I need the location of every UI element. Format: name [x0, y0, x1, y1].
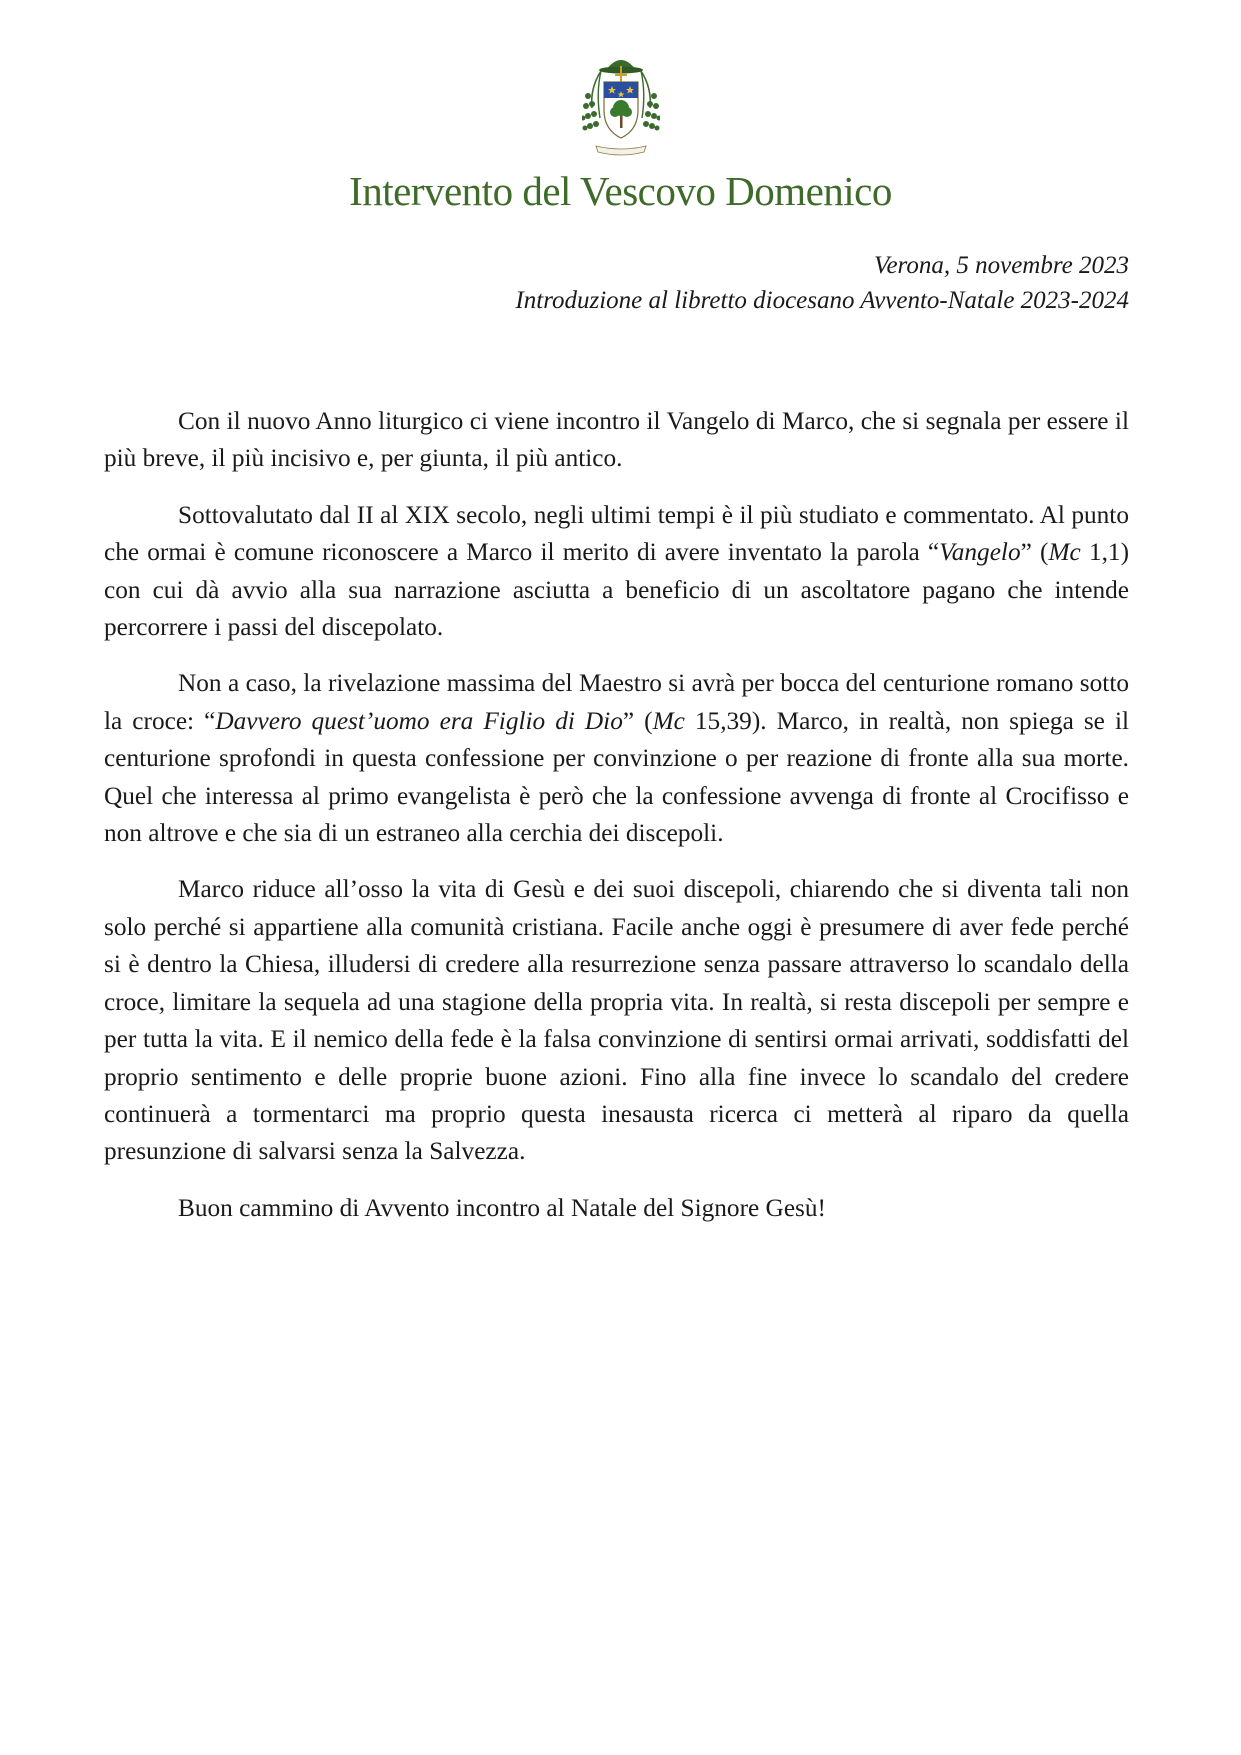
paragraph-3	[104, 665, 1129, 852]
italic-citation: Mc	[1048, 538, 1081, 567]
text-run: 15,39). Marco, in realtà, non spiega se il centurione sprofondi in questa confessione per convinzione o per reazione di fronte alla sua morte. Quel che interessa al primo evangelista è però che la confessione avvenga di fronte al Crocifisso e non altrove e che sia di un estraneo alla cerchia dei discepoli.	[104, 706, 1129, 848]
text-run: ” (	[622, 706, 653, 735]
paragraph-2	[104, 497, 1129, 647]
italic-quote: Davvero quest’uomo era Figlio di Dio	[215, 706, 623, 735]
document-subtitle: Introduzione al libretto diocesano Avvento-Natale 2023-2024	[515, 287, 1129, 314]
page-title: Intervento del Vescovo Domenico	[349, 168, 892, 214]
letter-body	[104, 403, 1129, 1246]
text-run: ” (	[1020, 538, 1049, 567]
place-and-date: Verona, 5 novembre 2023	[873, 252, 1129, 279]
text-run: Sottovalutato dal II al XIX secolo, negli ultimi tempi è il più studiato e commentato. Al punto che ormai è comune riconoscere a Marco il merito di avere inventato la parola “	[104, 500, 1129, 567]
paragraph-5: Buon cammino di Avvento incontro al Natale del Signore Gesù!	[178, 1193, 826, 1222]
text-run: Non a caso, la rivelazione massima del Maestro si avrà per bocca del centurione romano sotto la croce: “	[104, 669, 1129, 735]
dateline	[515, 248, 1129, 318]
coat-of-arms-emblem	[582, 48, 660, 160]
italic-term: Vangelo	[939, 538, 1021, 567]
paragraph-1: Con il nuovo Anno liturgico ci viene incontro il Vangelo di Marco, che si segnala per essere il più breve, il più incisivo e, per giunta, il più antico.	[104, 407, 1129, 473]
italic-citation: Mc	[652, 706, 685, 735]
text-run: 1,1) con cui dà avvio alla sua narrazione asciutta a beneficio di un ascoltatore pagano che intende percorrere i passi del discepolato.	[104, 538, 1129, 642]
paragraph-4: Marco riduce all’osso la vita di Gesù e dei suoi discepoli, chiarendo che si diventa tali non solo perché si appartiene alla comunità cristiana. Facile anche oggi è presumere di aver fede perché si è dentro la Chiesa, illudersi di credere alla resurrezione senza passare attraverso lo scandalo della croce, limitare la sequela ad una stagione della propria vita. In realtà, si resta discepoli per sempre e per tutta la vita. E il nemico della fede è la falsa convinzione di sentirsi ormai arrivati, soddisfatti del proprio sentimento e delle proprie buone azioni. Fino alla fine invece lo scandalo del credere continuerà a tormentarci ma proprio questa inesausta ricerca ci metterà al riparo da quella presunzione di salvarsi senza la Salvezza.	[104, 875, 1129, 1166]
